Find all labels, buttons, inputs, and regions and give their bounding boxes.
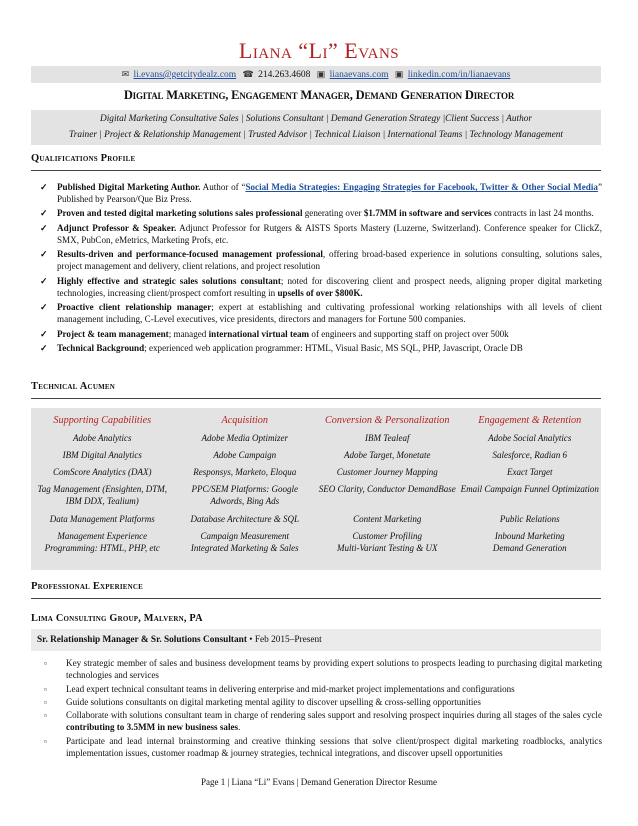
table-cell: Management Experience <box>57 531 148 541</box>
table-cell: Adobe Target, Monetate <box>343 450 431 460</box>
table-cell: Campaign Measurement <box>200 531 289 541</box>
experience-bullets <box>40 657 602 760</box>
phone-icon: ☎ <box>242 69 254 79</box>
list-item: ▫ Lead expert technical consultant teams in delivering enterprise and mid-market project implementations and configurations <box>40 683 602 695</box>
table-row <box>31 542 601 559</box>
list-item: ✓ Technical Background; experienced web application programmer: HTML, Visual Basic, MS SQL, PHP, Javascript, Oracle DB <box>40 342 523 353</box>
table-cell: PPC/SEM Platforms: Google Adwords, Bing Ads <box>191 484 298 506</box>
table-cell: Demand Generation <box>492 543 567 553</box>
table-cell: IBM Tealeaf <box>365 433 410 443</box>
book-link[interactable]: Social Media Strategies: Engaging Strategies for Facebook, Twitter & Other Social Media <box>245 182 598 192</box>
table-cell: Multi-Variant Testing & UX <box>337 543 438 553</box>
list-item: ▫ Participate and lead internal brainstorming and creative thinking sessions that solve client/prospect digital marketing roadblocks, analytics implementation issues, customer roadmap & journey strategies, technical integrations, and discover upsell opportunities <box>44 735 602 759</box>
page-footer: Page 1 | Liana “Li” Evans | Demand Generation Director Resume <box>200 777 438 787</box>
keywords-bar <box>31 110 601 145</box>
laptop-icon: ▣ <box>316 69 326 79</box>
checkmark-icon: ✓ <box>40 222 48 233</box>
table-cell: Content Marketing <box>353 514 422 524</box>
technical-acumen-table <box>31 408 601 570</box>
column-header: Supporting Capabilities <box>53 415 152 426</box>
company-name: Lima Consulting Group, Malvern, PA <box>31 613 203 624</box>
qualifications-list <box>40 181 602 356</box>
checkmark-icon: ✓ <box>40 208 48 219</box>
table-cell: IBM Digital Analytics <box>62 450 142 460</box>
section-title-experience: Professional Experience <box>31 581 144 592</box>
table-cell: Customer Profiling <box>352 531 422 541</box>
role-dates: • Feb 2015–Present <box>246 635 322 645</box>
laptop-icon: ▣ <box>394 69 404 79</box>
table-cell: Adobe Media Optimizer <box>201 433 288 443</box>
section-title-qualifications: Qualifications Profile <box>31 153 136 164</box>
email-icon: ✉ <box>121 69 130 79</box>
professional-headline: Digital Marketing, Engagement Manager, Demand Generation Director <box>123 88 515 102</box>
table-cell: SEO Clarity, Conductor DemandBase <box>318 484 456 494</box>
column-header: Engagement & Retention <box>478 415 582 426</box>
table-row <box>31 466 601 483</box>
list-item: ✓ Project & team management; managed international virtual team of engineers and supporting staff on project over 500k <box>40 328 509 339</box>
table-cell: Database Architecture & SQL <box>190 514 299 524</box>
table-cell: Responsys, Marketo, Eloqua <box>193 467 297 477</box>
square-bullet-icon: ▫ <box>44 711 47 721</box>
list-item: ▫ Collaborate with solutions consultant team in charge of rendering sales support and resolving prospect inquiries during all stages of the sales cycle contributing to 3.5MM in new business sales. <box>44 710 602 733</box>
table-row <box>31 432 601 449</box>
list-item: ✓ Results-driven and performance-focused management professional, offering broad-based experience in solutions consulting, solutions sales, project management and delivery, client relations, and project resolution <box>40 249 602 272</box>
list-item: ▫ Guide solutions consultants on digital marketing mental agility to discover upselling & cross-selling opportunities <box>40 696 602 708</box>
checkmark-icon: ✓ <box>40 275 48 286</box>
contact-bar <box>31 66 601 83</box>
checkmark-icon: ✓ <box>40 249 48 260</box>
table-row <box>31 530 601 542</box>
list-item: ✓ Highly effective and strategic sales solutions consultant; noted for discovering client and prospect needs, aligning proper digital marketing technologies, increasing client/prospect comfort resulting in upsells of over $800K. <box>40 275 602 298</box>
linkedin-link[interactable]: linkedin.com/in/lianaevans <box>407 70 511 80</box>
square-bullet-icon: ▫ <box>44 659 47 668</box>
role-line <box>37 635 322 645</box>
checkmark-icon: ✓ <box>40 328 48 339</box>
email-link[interactable]: li.evans@getcitydealz.com <box>133 70 237 80</box>
candidate-name: Liana “Li” Evans <box>238 38 400 63</box>
list-item: ▫ Key strategic member of sales and business development teams by providing expert solutions to prospects leading to purchasing digital marketing technologies and services <box>44 658 602 681</box>
square-bullet-icon: ▫ <box>44 684 47 694</box>
table-row <box>31 449 601 466</box>
table-row <box>31 483 601 513</box>
square-bullet-icon: ▫ <box>44 736 47 746</box>
keywords-line: Digital Marketing Consultative Sales | Solutions Consultant | Demand Generation Strategy |Client Success | Author <box>100 114 532 124</box>
column-header: Acquisition <box>221 415 268 426</box>
keywords-line: Trainer | Project & Relationship Management | Trusted Advisor | Technical Liaison | International Teams | Technology Management <box>69 130 563 140</box>
section-divider <box>31 170 601 171</box>
table-cell: Adobe Campaign <box>213 450 277 460</box>
table-cell: Adobe Social Analytics <box>488 433 572 443</box>
table-cell: Inbound Marketing <box>494 531 565 541</box>
table-cell: Customer Journey Mapping <box>336 467 438 477</box>
section-title-technical-acumen: Technical Acumen <box>31 381 116 392</box>
table-cell: Salesforce, Radian 6 <box>492 450 567 460</box>
table-cell: ComScore Analytics (DAX) <box>53 467 152 477</box>
checkmark-icon: ✓ <box>40 302 48 313</box>
table-cell: Adobe Analytics <box>72 433 132 443</box>
table-cell: Data Management Platforms <box>49 514 155 524</box>
table-cell: Exact Target <box>506 467 553 477</box>
phone-number: 214.263.4608 <box>258 70 311 80</box>
table-row <box>31 513 601 530</box>
list-item: ✓ Proactive client relationship manager; expert at establishing and cultivating professional working relationships with all levels of client management including, C-Level executives, vice presidents, directors and managers for Fortune 500 companies. <box>40 302 602 325</box>
role-title: Sr. Relationship Manager & Sr. Solutions Consultant <box>37 635 247 645</box>
checkmark-icon: ✓ <box>40 182 48 192</box>
section-divider <box>31 398 601 399</box>
list-item: ✓ Proven and tested digital marketing solutions sales professional generating over $1.7MM in software and services contracts in last 24 months. <box>40 208 594 219</box>
table-cell: Integrated Marketing & Sales <box>190 543 299 553</box>
table-cell: Email Campaign Funnel Optimization <box>460 484 599 494</box>
table-cell: Tag Management (Ensighten, DTM, IBM DDX, Tealium) <box>37 484 167 506</box>
checkmark-icon: ✓ <box>40 342 48 353</box>
table-cell: Programming: HTML, PHP, etc <box>44 543 160 553</box>
list-item: ✓ Published Digital Marketing Author. Author of “Social Media Strategies: Engaging Strategies for Facebook, Twitter & Other Social Media” Published by Pearson/Que Biz Press. <box>40 182 602 205</box>
column-header: Conversion & Personalization <box>324 415 450 426</box>
website-link[interactable]: lianaevans.com <box>329 70 389 80</box>
section-divider <box>31 598 601 599</box>
list-item: ✓ Adjunct Professor & Speaker. Adjunct Professor for Rutgers & AISTS Sports Mastery (Luzerne, Switzerland). Conference speaker for ClickZ, SMX, PubCon, eMetrics, Marketing Profs, etc. <box>40 222 602 245</box>
table-cell: Public Relations <box>499 514 560 524</box>
square-bullet-icon: ▫ <box>44 697 47 707</box>
